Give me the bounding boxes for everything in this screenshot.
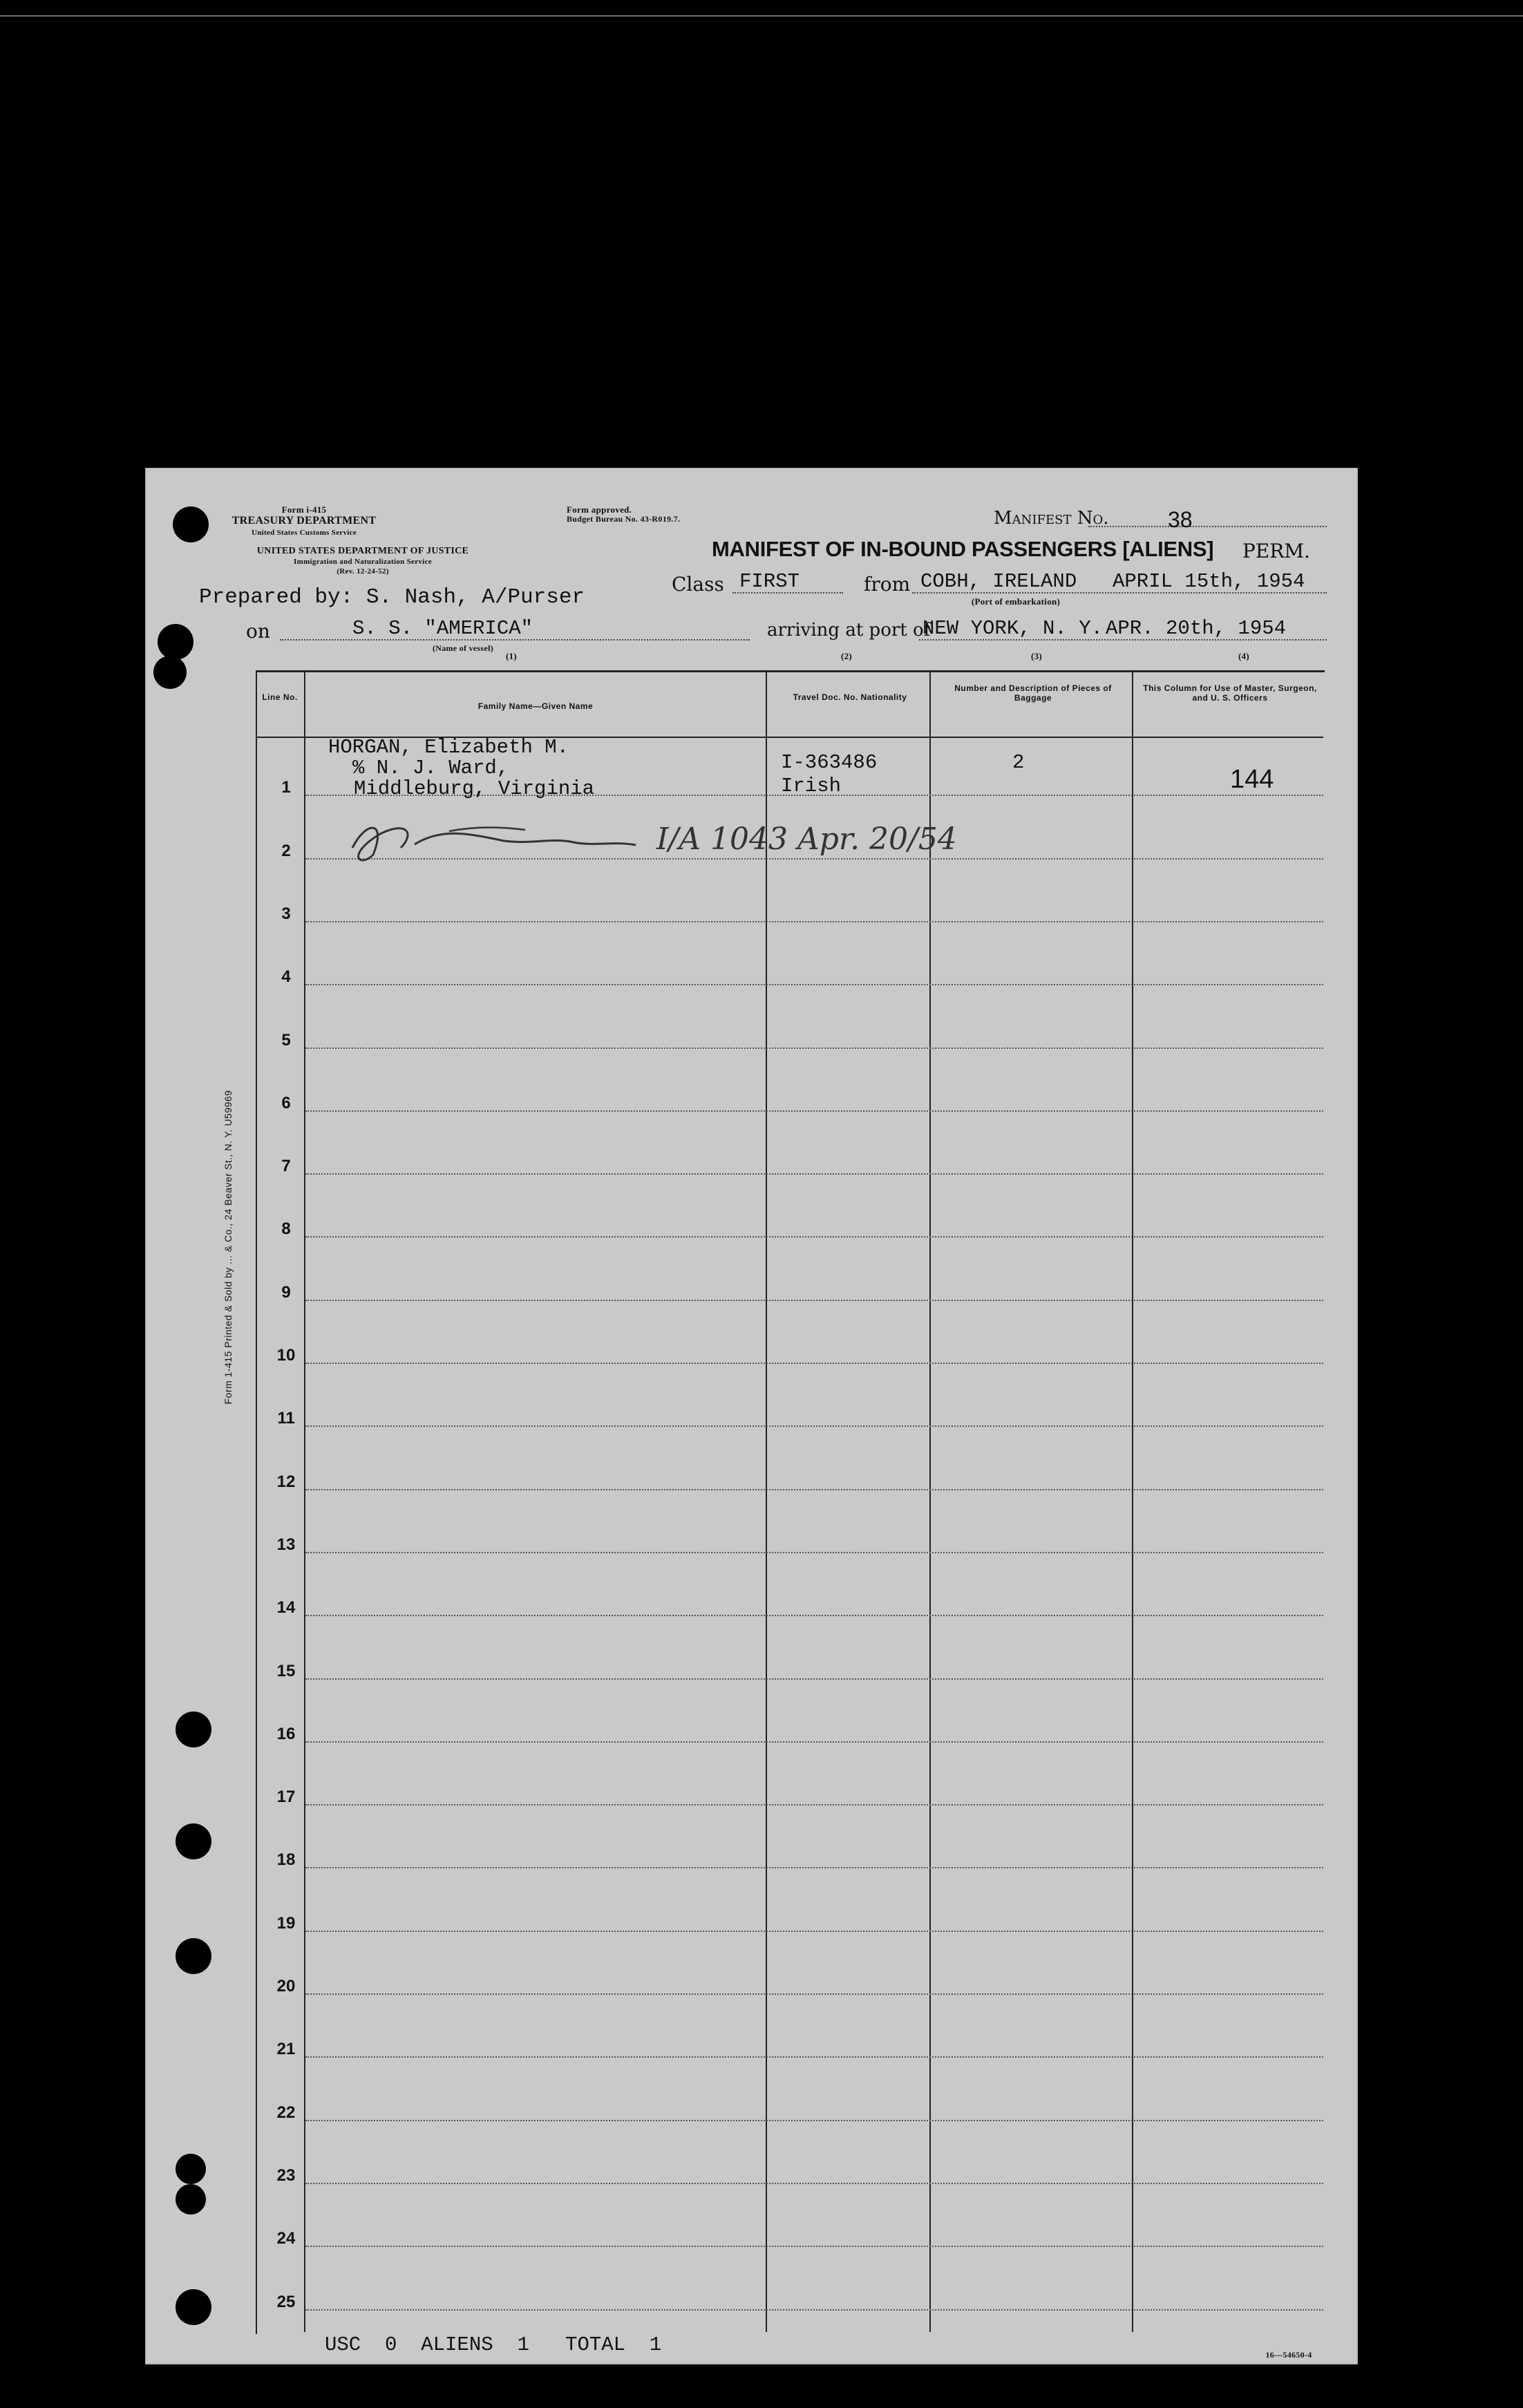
from-label: from: [864, 573, 911, 596]
vessel-name: S. S. "AMERICA": [352, 617, 533, 640]
row-line: [305, 2246, 1323, 2247]
row-number: 17: [276, 1788, 296, 1807]
row-line: [305, 1678, 1323, 1680]
row-line: [305, 1363, 1323, 1364]
row-line: [305, 2120, 1323, 2121]
scan-edge-line: [0, 15, 1523, 17]
prepared-by: Prepared by: S. Nash, A/Purser: [199, 585, 585, 609]
arriving-label: arriving at port of: [767, 620, 931, 641]
from-date: APRIL 15th, 1954: [1113, 570, 1305, 593]
punch-hole: [158, 624, 193, 660]
row-number: 9: [281, 1282, 291, 1302]
punch-hole: [176, 2154, 206, 2184]
row-number: 21: [276, 2040, 296, 2059]
row-number: 20: [276, 1977, 296, 1995]
row-number: 18: [276, 1850, 296, 1870]
vessel-caption: (Name of vessel): [432, 643, 494, 653]
row-line: [305, 1173, 1323, 1175]
row-number: 11: [277, 1409, 295, 1428]
row-number: 4: [281, 967, 291, 987]
passenger-address: Middleburg, Virginia: [354, 777, 595, 800]
nationality: Irish: [781, 775, 842, 797]
row-line: [305, 1110, 1323, 1112]
manifest-table: [256, 670, 1325, 2334]
totals-line: USC 0 ALIENS 1 TOTAL 1: [325, 2333, 662, 2356]
row-number: 22: [276, 2103, 296, 2122]
punch-hole: [176, 1938, 211, 1974]
justice-dept: UNITED STATES DEPARTMENT OF JUSTICE: [256, 546, 469, 556]
punch-hole: [176, 2184, 206, 2215]
col-head-travel: Travel Doc. No. Nationality: [793, 692, 907, 702]
col-divider: [304, 670, 305, 2332]
row-number: 10: [276, 1346, 296, 1365]
manifest-title: MANIFEST OF IN-BOUND PASSENGERS [ALIENS]: [712, 537, 1214, 561]
row-line: [305, 1741, 1323, 1743]
budget-bureau: Budget Bureau No. 43-R019.7.: [567, 514, 681, 524]
row-line: [305, 1552, 1323, 1553]
baggage-count: 2: [1012, 751, 1025, 774]
row-line: [305, 1425, 1323, 1427]
handwritten-signature: [325, 806, 1334, 869]
punch-hole: [153, 656, 187, 689]
punch-hole: [176, 1823, 211, 1859]
form-number: Form i-415: [281, 504, 327, 515]
revision-date: (Rev. 12-24-52): [337, 567, 389, 576]
signature-note: I/A 1043 Apr. 20/54: [656, 822, 957, 857]
row-number: 15: [276, 1661, 296, 1680]
row-line: [305, 2056, 1323, 2058]
row-number: 23: [276, 2165, 296, 2185]
col-num-3: (3): [1030, 651, 1043, 661]
row-number: 5: [281, 1030, 291, 1050]
officer-number: 144: [1230, 765, 1274, 794]
row-line: [305, 1489, 1323, 1490]
row-line: [305, 984, 1323, 985]
col-divider: [1132, 670, 1133, 2332]
row-line: [305, 1867, 1323, 1868]
class-label: Class: [672, 573, 724, 596]
row-number: 19: [276, 1913, 296, 1933]
passenger-care-of: % N. J. Ward,: [352, 757, 509, 779]
port-embark-caption: (Port of embarkation): [971, 596, 1061, 607]
row-line: [305, 1804, 1323, 1805]
footer-code: 16—54650-4: [1265, 2350, 1312, 2360]
row-number: 6: [281, 1093, 291, 1112]
punch-hole: [176, 1712, 211, 1747]
passenger-name: HORGAN, Elizabeth M.: [328, 736, 569, 759]
col-head-line: Line No.: [262, 692, 298, 702]
row-line: [305, 1047, 1323, 1049]
row-number: 3: [281, 904, 291, 923]
manifest-no-line: [1088, 526, 1327, 527]
row-line: [305, 2183, 1323, 2184]
row-number: 12: [276, 1472, 296, 1491]
row-line: [305, 1993, 1323, 1995]
arrival-port: NEW YORK, N. Y.: [923, 617, 1104, 640]
perm-label: PERM.: [1242, 540, 1310, 562]
col-head-name: Family Name—Given Name: [477, 701, 594, 711]
manifest-no-value: 38: [1168, 507, 1193, 532]
manifest-no-label: Manifest No.: [994, 508, 1109, 529]
col-num-1: (1): [505, 651, 518, 661]
manifest-page: [145, 468, 1358, 2364]
row-line: [305, 921, 1323, 922]
treasury-dept: TREASURY DEPARTMENT: [231, 515, 377, 527]
row-line: [305, 1300, 1323, 1301]
row-number: 14: [276, 1598, 296, 1618]
customs-service: United States Customs Service: [252, 529, 357, 537]
row-line: [305, 1236, 1323, 1238]
row-line: [305, 2309, 1323, 2311]
arrival-date: APR. 20th, 1954: [1106, 617, 1287, 640]
form-approved: Form approved.: [567, 504, 632, 515]
row-line: [305, 1931, 1323, 1932]
row-number: 2: [281, 841, 291, 860]
row-number: 1: [281, 778, 291, 797]
col-num-4: (4): [1238, 651, 1250, 661]
row-number: 25: [276, 2292, 296, 2311]
col-divider: [766, 670, 767, 2332]
travel-doc-no: I-363486: [781, 751, 878, 774]
row-number: 8: [281, 1220, 291, 1239]
col-head-officers: This Column for Use of Master, Surgeon, and U. S. Officers: [1143, 683, 1317, 703]
ins-service: Immigration and Naturalization Service: [294, 558, 432, 566]
col-divider: [929, 670, 931, 2332]
row-number: 16: [276, 1724, 296, 1743]
row-number: 13: [276, 1535, 296, 1554]
on-label: on: [246, 620, 270, 643]
row-number: 7: [281, 1157, 291, 1176]
from-port: COBH, IRELAND: [920, 570, 1077, 593]
col-num-2: (2): [840, 651, 853, 661]
col-head-baggage: Number and Description of Pieces of Baggage: [954, 683, 1112, 703]
row-line: [305, 1615, 1323, 1616]
row-number: 24: [276, 2229, 296, 2248]
class-value: FIRST: [739, 570, 800, 593]
printer-imprint: Form 1-415 Printed & Sold by ... & Co., 24 Beaver St., N. Y. U59969: [223, 1090, 234, 1405]
punch-hole: [176, 2289, 211, 2325]
